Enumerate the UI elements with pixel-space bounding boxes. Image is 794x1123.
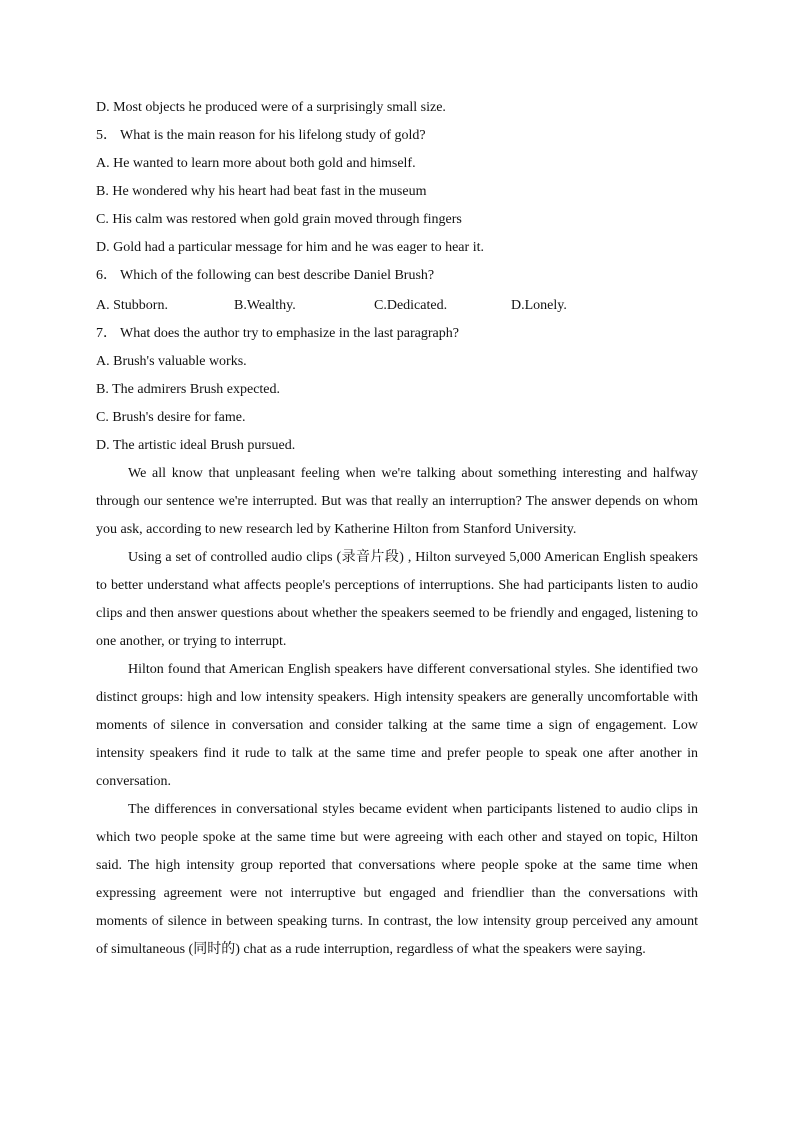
q6-number: 6． <box>96 268 117 283</box>
passage-paragraph-4: The differences in conversational styles became evident when participants listened to audio clips in which two people spoke at the same time but were agreeing with each other and stayed on topic, Hilton said. The high intensity group reported that conversations where people spoke at the same time when expressing agreement were not interruptive but engaged and friendlier than the conversations with moments of silence in between speaking turns. In contrast, the low intensity group perceived any amount of simultaneous (同时的) chat as a rude interruption, regardless of what the speakers were saying. <box>96 802 698 957</box>
q5-option-b: B. He wondered why his heart had beat fast in the museum <box>96 184 427 199</box>
q4-option-d: D. Most objects he produced were of a surprisingly small size. <box>96 100 446 115</box>
q6-option-b: B.Wealthy. <box>234 298 296 313</box>
q5-option-c: C. His calm was restored when gold grain moved through fingers <box>96 212 462 227</box>
q6-options <box>96 292 698 320</box>
q5-option-a: A. He wanted to learn more about both gold and himself. <box>96 156 416 171</box>
q6-stem: Which of the following can best describe Daniel Brush? <box>120 268 435 283</box>
q6-stem-row <box>96 262 698 290</box>
q7-option-d: D. The artistic ideal Brush pursued. <box>96 438 296 453</box>
q7-option-a: A. Brush's valuable works. <box>96 354 247 369</box>
q6-option-a: A. Stubborn. <box>96 298 168 313</box>
q6-option-c: C.Dedicated. <box>374 298 448 313</box>
q7-option-c: C. Brush's desire for fame. <box>96 410 246 425</box>
q7-number: 7． <box>96 326 117 341</box>
passage-paragraph-2: Using a set of controlled audio clips (录音片段) , Hilton surveyed 5,000 American English speakers to better understand what affects people's perceptions of interruptions. She had participants listen to audio clips and then answer questions about whether the speakers seemed to be friendly and engaged, listening to one another, or trying to interrupt. <box>96 550 698 649</box>
q6-option-d: D.Lonely. <box>511 298 567 313</box>
q5-stem: What is the main reason for his lifelong study of gold? <box>120 128 426 143</box>
q7-option-b: B. The admirers Brush expected. <box>96 382 281 397</box>
q5-stem-row <box>96 122 698 150</box>
q5-number: 5． <box>96 128 117 143</box>
passage-paragraph-1: We all know that unpleasant feeling when we're talking about something interesting and halfway through our sentence we're interrupted. But was that really an interruption? The answer depends on whom you ask, according to new research led by Katherine Hilton from Stanford University. <box>96 466 698 537</box>
document-page <box>96 94 698 964</box>
q7-stem-row <box>96 320 698 348</box>
q7-stem: What does the author try to emphasize in the last paragraph? <box>120 326 459 341</box>
q5-option-d: D. Gold had a particular message for him and he was eager to hear it. <box>96 240 484 255</box>
passage-paragraph-3: Hilton found that American English speakers have different conversational styles. She identified two distinct groups: high and low intensity speakers. High intensity speakers are generally uncomfortable with moments of silence in conversation and consider talking at the same time a sign of engagement. Low intensity speakers find it rude to talk at the same time and prefer people to speak one after another in conversation. <box>96 662 698 789</box>
